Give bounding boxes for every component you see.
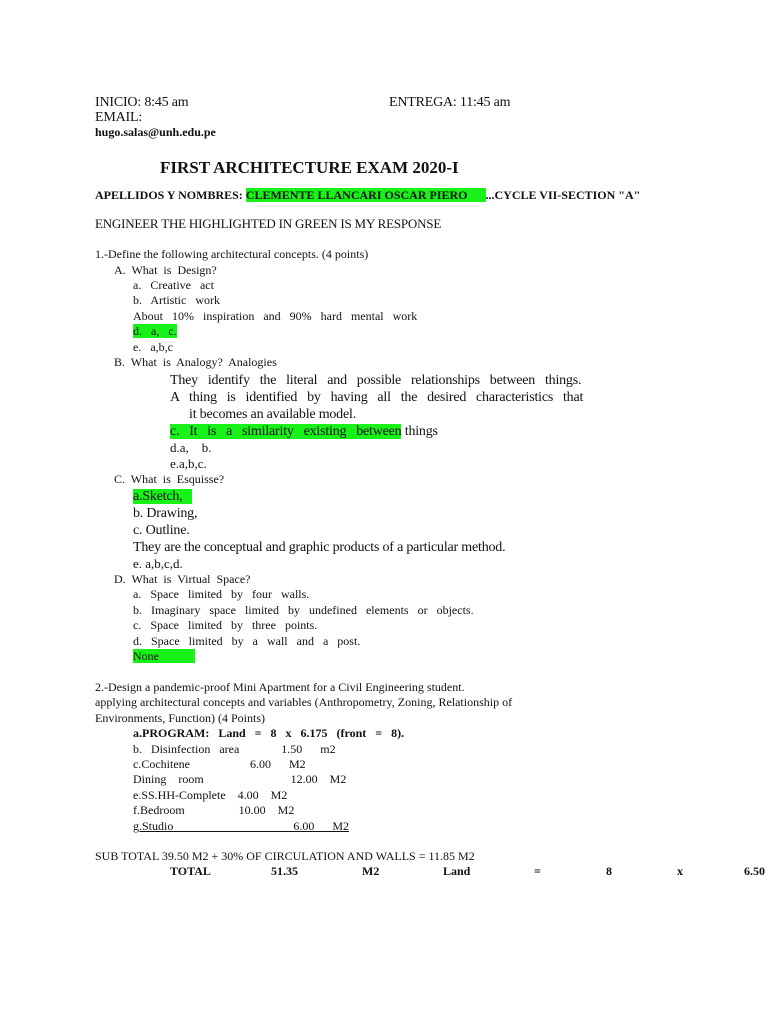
q1-b-heading: B. What is Analogy? Analogies [114, 355, 277, 369]
total-equals: = [534, 864, 541, 878]
total-times: x [677, 864, 683, 878]
q1-a-option-c: About 10% inspiration and 90% hard mental work [133, 309, 418, 323]
q2-program: a.PROGRAM: Land = 8 x 6.175 (front = 8). [133, 726, 405, 740]
q1-d-option-a: a. Space limited by four walls. [133, 587, 310, 601]
program-row: Dining room 12.00 M2 [133, 772, 347, 786]
q1-c-option-b: b. Drawing, [133, 506, 198, 521]
student-name: CLEMENTE LLANCARI OSCAR PIERO [245, 188, 468, 202]
total-land-width: 8 [606, 864, 612, 878]
total-land-depth: 6.50 [744, 864, 765, 878]
student-cycle: ...CYCLE VII-SECTION "A" [485, 188, 641, 202]
q1-d-option-b: b. Imaginary space limited by undefined elements or objects. [133, 603, 474, 617]
program-row: f.Bedroom 10.00 M2 [133, 803, 295, 817]
q1-d-option-e [133, 650, 195, 664]
q1-d-highlight-pad [159, 649, 195, 663]
q1-b-option-c [170, 424, 438, 440]
q1-a-answer-highlight: d. a, c. [133, 324, 177, 338]
q1-c-option-a [133, 489, 192, 505]
email-label: EMAIL: [95, 110, 143, 125]
exam-title: FIRST ARCHITECTURE EXAM 2020-I [160, 158, 459, 177]
program-row: c.Cochitene 6.00 M2 [133, 757, 306, 771]
total-land-label: Land [443, 864, 471, 878]
q1-c-heading: C. What is Esquisse? [114, 472, 225, 486]
total-value: 51.35 [271, 864, 298, 878]
program-row: e.SS.HH-Complete 4.00 M2 [133, 788, 288, 802]
email-address: hugo.salas@unh.edu.pe [95, 125, 216, 139]
student-name-highlight-pad [468, 188, 486, 202]
start-time: INICIO: 8:45 am [95, 95, 189, 110]
q1-prompt: 1.-Define the following architectural concepts. (4 points) [95, 247, 369, 261]
q1-a-heading: A. What is Design? [114, 263, 217, 277]
delivery-time: ENTREGA: 11:45 am [389, 95, 511, 110]
q1-c-option-e: e. a,b,c,d. [133, 556, 183, 571]
q2-prompt-line3: Environments, Function) (4 Points) [95, 711, 265, 725]
q2-subtotal: SUB TOTAL 39.50 M2 + 30% OF CIRCULATION AND WALLS = 11.85 M2 [95, 849, 475, 863]
program-row: b. Disinfection area 1.50 m2 [133, 742, 336, 756]
q1-b-option-c-rest: things [401, 424, 438, 439]
q1-b-option-b-line2: it becomes an available model. [189, 407, 356, 422]
q1-d-answer-highlight: None [133, 649, 159, 663]
q1-b-option-d: d.a, b. [170, 440, 212, 455]
total-label: TOTAL [170, 864, 211, 878]
student-name-label: APELLIDOS Y NOMBRES: [95, 188, 243, 202]
q1-c-option-d: They are the conceptual and graphic products of a particular method. [133, 540, 506, 555]
q2-prompt-line2: applying architectural concepts and variables (Anthropometry, Zoning, Relationship of [95, 695, 513, 709]
q1-a-option-e: e. a,b,c [133, 340, 173, 354]
q1-d-option-c: c. Space limited by three points. [133, 618, 318, 632]
q1-c-highlight-pad [183, 489, 193, 504]
q1-d-heading: D. What is Virtual Space? [114, 572, 251, 586]
q2-prompt-line1: 2.-Design a pandemic-proof Mini Apartment for a Civil Engineering student. [95, 680, 465, 694]
q1-a-option-b: b. Artistic work [133, 293, 220, 307]
q1-a-option-d [133, 325, 177, 339]
q1-b-option-e: e.a,b,c. [170, 456, 207, 471]
student-name-row [95, 189, 640, 203]
q1-b-option-a: They identify the literal and possible relationships between things. [170, 373, 582, 388]
total-unit: M2 [362, 864, 380, 878]
program-row: g.Studio 6.00 M2 [133, 819, 350, 833]
q1-b-option-b-line1: A thing is identified by having all the desired characteristics that [170, 390, 584, 405]
q1-c-option-c: c. Outline. [133, 523, 190, 538]
q1-d-option-d: d. Space limited by a wall and a post. [133, 634, 361, 648]
q1-a-option-a: a. Creative act [133, 278, 214, 292]
q1-c-answer-highlight: a.Sketch, [133, 489, 183, 504]
highlight-note: ENGINEER THE HIGHLIGHTED IN GREEN IS MY RESPONSE [95, 216, 442, 231]
q1-b-answer-highlight: c. It is a similarity existing between [170, 424, 402, 439]
